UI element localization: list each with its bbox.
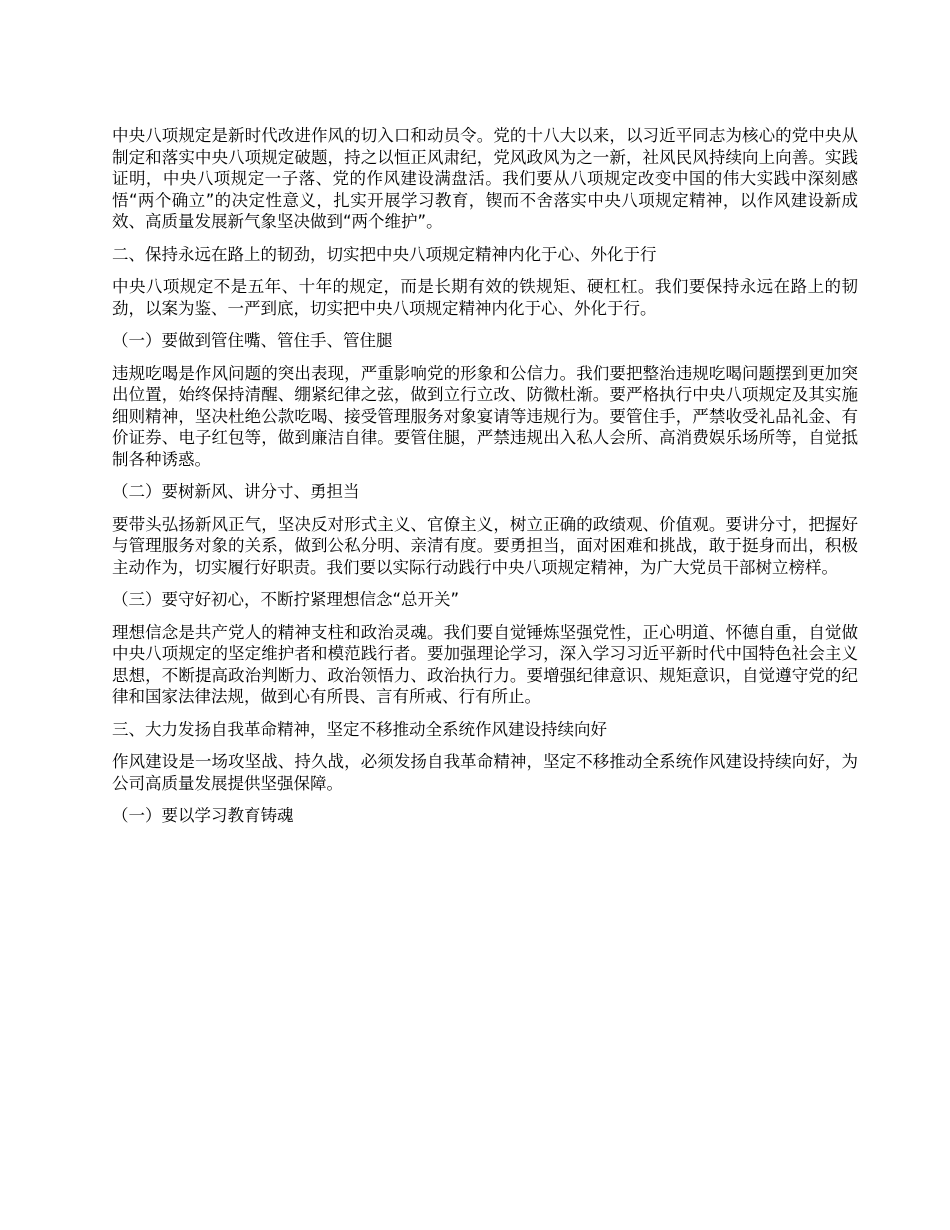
document-page — [112, 125, 858, 838]
paragraph-intro: 中央八项规定是新时代改进作风的切入口和动员令。党的十八大以来，以习近平同志为核心的党中央从制定和落实中央八项规定破题，持之以恒正风肃纪，党风政风为之一新，社风民风持续向上向善。实践证明，中央八项规定一子落、党的作风建设满盘活。我们要从八项规定改变中国的伟大实践中深刻感悟“两个确立”的决定性意义，扎实开展学习教育，锲而不舍落实中央八项规定精神，以作风建设新成效、高质量发展新气象坚决做到“两个维护”。 — [112, 126, 858, 231]
paragraph-section-2-intro: 中央八项规定不是五年、十年的规定，而是长期有效的铁规矩、硬杠杠。我们要保持永远在路上的韧劲，以案为鉴、一严到底，切实把中央八项规定精神内化于心、外化于行。 — [112, 277, 858, 318]
section-heading-3: 三、大力发扬自我革命精神，坚定不移推动全系统作风建设持续向好 — [112, 719, 607, 739]
subheading-2-3: （三）要守好初心，不断拧紧理想信念“总开关” — [112, 590, 460, 609]
paragraph-2-3: 理想信念是共产党人的精神支柱和政治灵魂。我们要自觉锤炼坚强党性，正心明道、怀德自重，自觉做中央八项规定的坚定维护者和模范践行者。要加强理论学习，深入学习习近平新时代中国特色社会主义思想，不断提高政治判断力、政治领悟力、政治执行力。要增强纪律意识、规矩意识，自觉遵守党的纪律和国家法律法规，做到心有所畏、言有所戒、行有所止。 — [112, 622, 858, 706]
section-heading-2: 二、保持永远在路上的韧劲，切实把中央八项规定精神内化于心、外化于行 — [112, 244, 657, 264]
subheading-2-1: （一）要做到管住嘴、管住手、管住腿 — [112, 331, 393, 350]
paragraph-section-3-intro: 作风建设是一场攻坚战、持久战，必须发扬自我革命精神，坚定不移推动全系统作风建设持续向好，为公司高质量发展提供坚强保障。 — [112, 752, 858, 793]
paragraph-2-1: 违规吃喝是作风问题的突出表现，严重影响党的形象和公信力。我们要把整治违规吃喝问题摆到更加突出位置，始终保持清醒、绷紧纪律之弦，做到立行立改、防微杜渐。要严格执行中央八项规定及其实施细则精神，坚决杜绝公款吃喝、接受管理服务对象宴请等违规行为。要管住手，严禁收受礼品礼金、有价证券、电子红包等，做到廉洁自律。要管住腿，严禁违规出入私人会所、高消费娱乐场所等，自觉抵制各种诱惑。 — [112, 363, 858, 469]
subheading-3-1: （一）要以学习教育铸魂 — [112, 806, 294, 825]
paragraph-2-2: 要带头弘扬新风正气，坚决反对形式主义、官僚主义，树立正确的政绩观、价值观。要讲分寸，把握好与管理服务对象的关系，做到公私分明、亲清有度。要勇担当，面对困难和挑战，敢于挺身而出，积极主动作为，切实履行好职责。我们要以实际行动践行中央八项规定精神，为广大党员干部树立榜样。 — [112, 514, 858, 577]
subheading-2-2: （二）要树新风、讲分寸、勇担当 — [112, 482, 360, 501]
